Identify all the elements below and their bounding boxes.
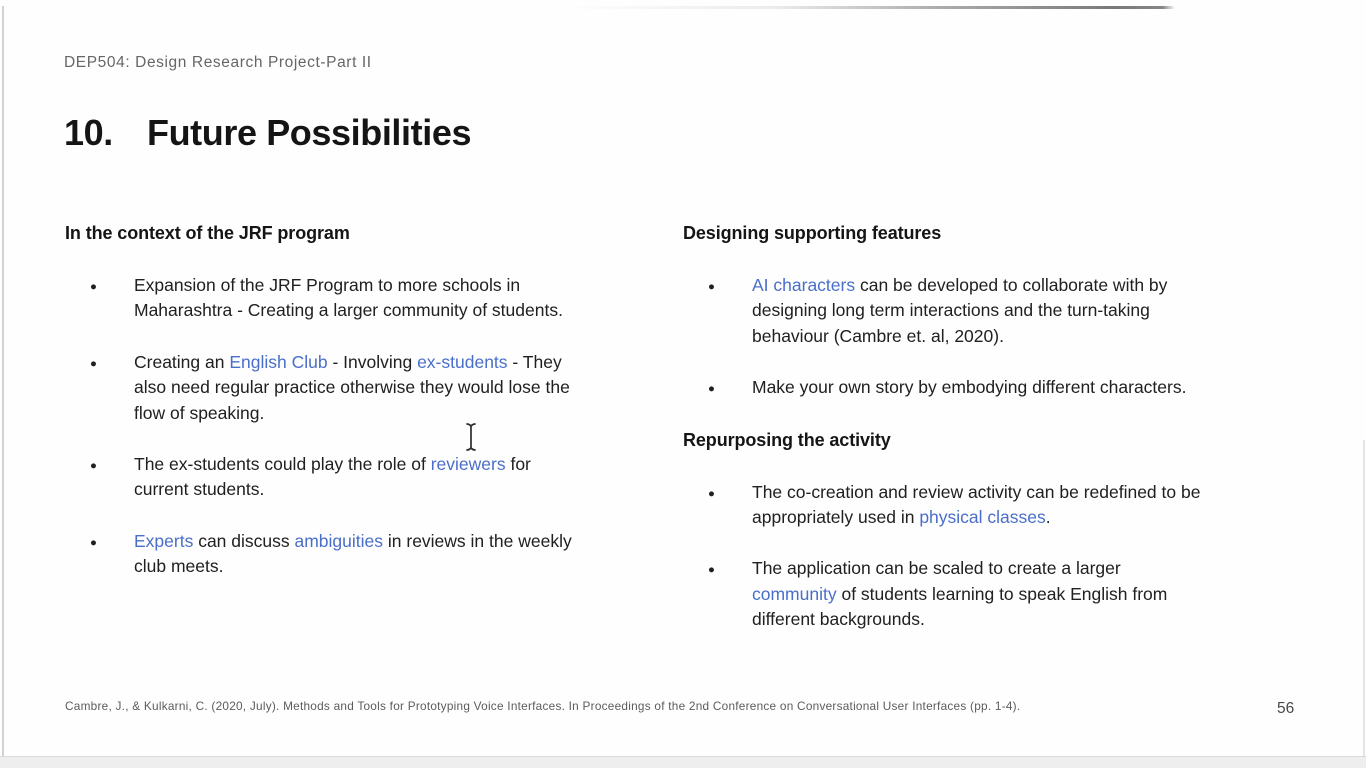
section-heading: Designing supporting features [683,223,942,243]
section-jrf-program [65,221,637,580]
text-run: can be developed to collaborate with by [855,275,1168,295]
footer-citation: Cambre, J., & Kulkarni, C. (2020, July). Methods and Tools for Prototyping Voice Interfaces. In Proceedings of the 2nd Conference on Conversational User Interfaces (pp. 1-4). [65,699,1021,713]
hyperlink-text[interactable]: reviewers [430,454,506,475]
bullet-list [683,480,1271,633]
bullet-text [752,482,1200,527]
bullet-item [683,273,1271,349]
text-run: The ex-students could play the role of [134,454,431,475]
video-artifact-line [560,6,1175,9]
bullet-item [683,375,1271,400]
hyperlink-text[interactable]: Experts [134,530,194,551]
text-run: The application can be scaled to create a larger [752,558,1121,579]
hyperlink-text[interactable]: physical classes [919,507,1046,528]
screen-bottom-strip [0,756,1366,768]
text-run: in reviews in the weekly [383,530,572,551]
text-run: also need regular practice otherwise they would lose the [134,377,570,398]
slide-title-number: 10. [64,112,113,153]
text-run: - Involving [327,351,418,372]
hyperlink-text[interactable]: ambiguities [294,530,384,551]
text-run: The co-creation and review activity can be redefined to be [752,481,1201,502]
bullet-item [683,556,1271,632]
text-run: of students learning to speak English from [836,583,1168,604]
text-run: appropriately used in [752,507,920,528]
right-column [683,221,1271,633]
course-header: DEP504: Design Research Project-Part II [64,54,372,71]
hyperlink-text[interactable]: English Club [229,351,328,372]
section-supporting-features [683,221,1271,401]
hyperlink-text[interactable]: community [752,583,837,604]
bullet-list [683,273,1271,401]
text-run: current students. [134,479,265,500]
bullet-text [752,275,1167,346]
bullet-text [134,531,572,576]
slide-right-edge [1363,440,1365,756]
text-run: for [505,454,531,475]
text-run: Creating an [134,351,230,372]
text-run: behaviour (Cambre et. al, 2020). [752,325,1004,346]
text-run: can discuss [193,530,295,551]
section-heading: Repurposing the activity [683,429,891,450]
left-column [65,221,637,580]
bullet-item [65,350,637,426]
hyperlink-text[interactable]: AI characters [752,275,856,295]
bullet-text [134,454,531,499]
text-run: Maharashtra - Creating a larger community of students. [134,300,563,321]
section-repurposing-activity [683,428,1271,633]
bullet-item [683,480,1271,531]
text-run: - They [507,351,562,372]
text-run: Expansion of the JRF Program to more schools in [134,275,521,295]
slide-left-edge [2,6,4,756]
bullet-text [134,352,570,423]
bullet-text [752,377,1186,397]
hyperlink-text[interactable]: ex-students [417,351,508,372]
bullet-list [65,273,637,580]
slide-title-text: Future Possibilities [147,112,472,153]
bullet-text [134,275,563,320]
bullet-text [752,558,1167,629]
bullet-item [65,529,637,580]
text-run: . [1045,507,1051,528]
bullet-item [65,273,637,324]
text-run: club meets. [134,556,224,577]
bullet-item [65,452,637,503]
text-run: flow of speaking. [134,402,265,423]
section-heading: In the context of the JRF program [65,223,350,243]
page-number: 56 [1277,700,1295,717]
text-run: Make your own story by embodying different characters. [752,377,1187,398]
text-run: different backgrounds. [752,609,925,630]
slide-title [64,113,471,153]
text-run: designing long term interactions and the turn-taking [752,300,1150,321]
